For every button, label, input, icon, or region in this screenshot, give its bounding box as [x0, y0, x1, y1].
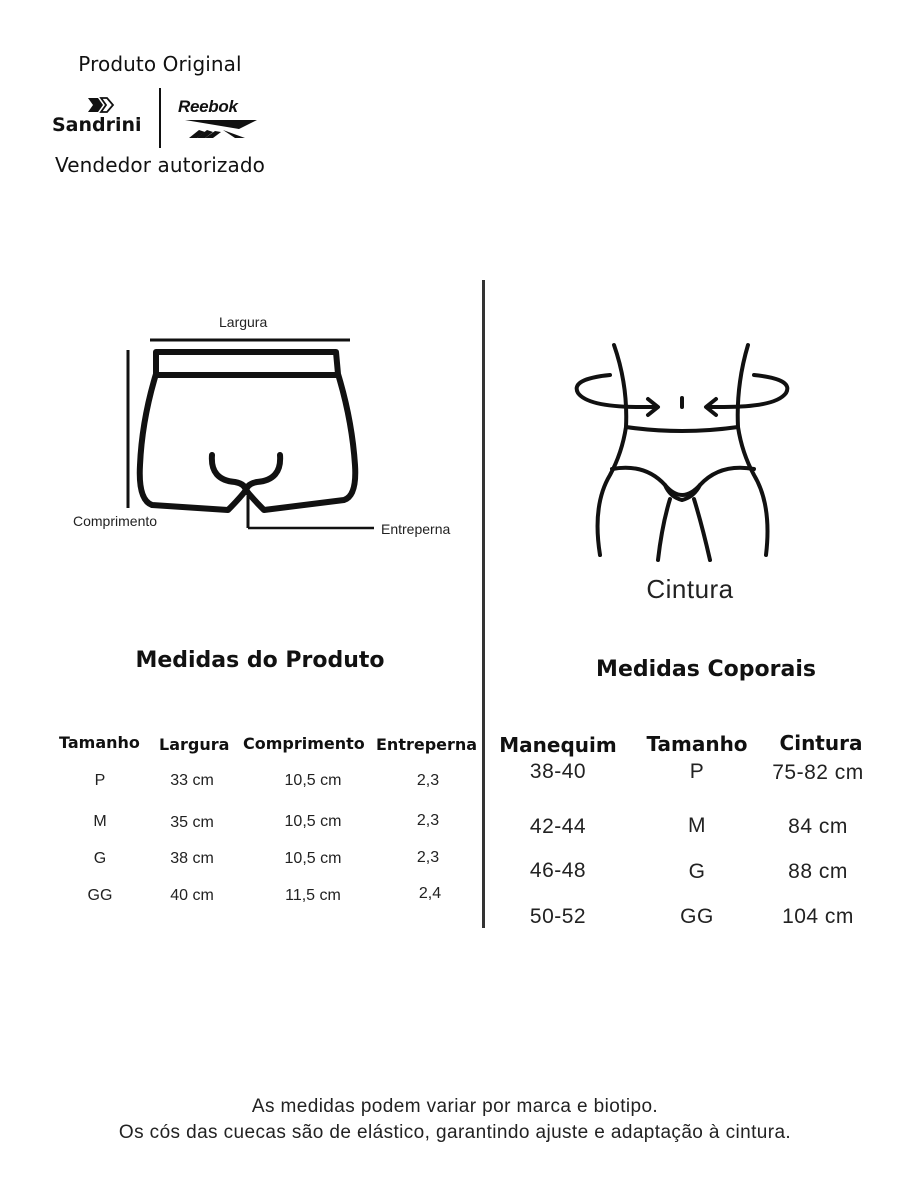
waist-caption: Cintura	[646, 574, 734, 604]
table-cell: M	[688, 814, 706, 837]
table-cell: 104 cm	[782, 905, 854, 928]
table-cell: GG	[87, 887, 113, 904]
body-header-waist: Cintura	[779, 731, 863, 755]
authorized-seller-label: Vendedor autorizado	[55, 153, 265, 177]
table-cell: 38 cm	[170, 850, 214, 867]
logo-divider	[159, 88, 161, 148]
table-cell: 35 cm	[170, 814, 214, 831]
table-cell: 2,3	[416, 849, 440, 866]
reebok-logo-text: Reebok	[178, 97, 238, 116]
table-cell: 10,5 cm	[284, 850, 342, 867]
table-cell: 88 cm	[788, 860, 848, 883]
product-header-size: Tamanho	[59, 733, 140, 752]
table-cell: 10,5 cm	[284, 813, 342, 830]
product-header-crotch: Entreperna	[376, 735, 478, 754]
sandrini-logo-text: Sandrini	[52, 114, 142, 136]
table-cell: 2,3	[416, 772, 440, 789]
table-cell: G	[93, 850, 107, 867]
footer-note-2: Os cós das cuecas são de elástico, garantindo ajuste e adaptação à cintura.	[118, 1122, 792, 1143]
table-cell: 2,4	[418, 885, 442, 902]
table-cell: M	[93, 813, 107, 830]
table-cell: GG	[680, 905, 714, 928]
body-measures-title: Medidas Coporais	[596, 657, 816, 682]
table-cell: 75-82 cm	[772, 761, 864, 784]
table-cell: 10,5 cm	[284, 772, 342, 789]
crotch-label: Entreperna	[381, 521, 451, 537]
briefs-diagram	[60, 300, 480, 540]
table-cell: 33 cm	[170, 772, 214, 789]
table-cell: G	[688, 860, 706, 883]
product-header-length: Comprimento	[243, 734, 365, 753]
table-cell: 50-52	[529, 905, 587, 928]
waist-measure-diagram	[570, 335, 800, 570]
reebok-delta-icon	[183, 118, 259, 140]
table-cell: 84 cm	[788, 815, 848, 838]
table-cell: P	[94, 772, 106, 789]
table-cell: 2,3	[416, 812, 440, 829]
product-measures-title: Medidas do Produto	[135, 648, 385, 673]
body-header-mannequin: Manequim	[499, 733, 617, 757]
length-label: Comprimento	[73, 513, 158, 529]
section-divider	[482, 280, 485, 928]
body-header-size: Tamanho	[646, 732, 748, 756]
original-product-label: Produto Original	[78, 52, 242, 76]
table-cell: 42-44	[529, 815, 587, 838]
table-cell: 38-40	[529, 760, 587, 783]
width-label: Largura	[219, 314, 268, 330]
table-cell: 11,5 cm	[285, 887, 341, 904]
product-header-width: Largura	[159, 735, 230, 754]
table-cell: 40 cm	[170, 887, 214, 904]
table-cell: P	[689, 760, 705, 783]
table-cell: 46-48	[529, 859, 587, 882]
sandrini-logo-icon	[86, 97, 116, 113]
footer-note-1: As medidas podem variar por marca e biotipo.	[251, 1096, 659, 1117]
